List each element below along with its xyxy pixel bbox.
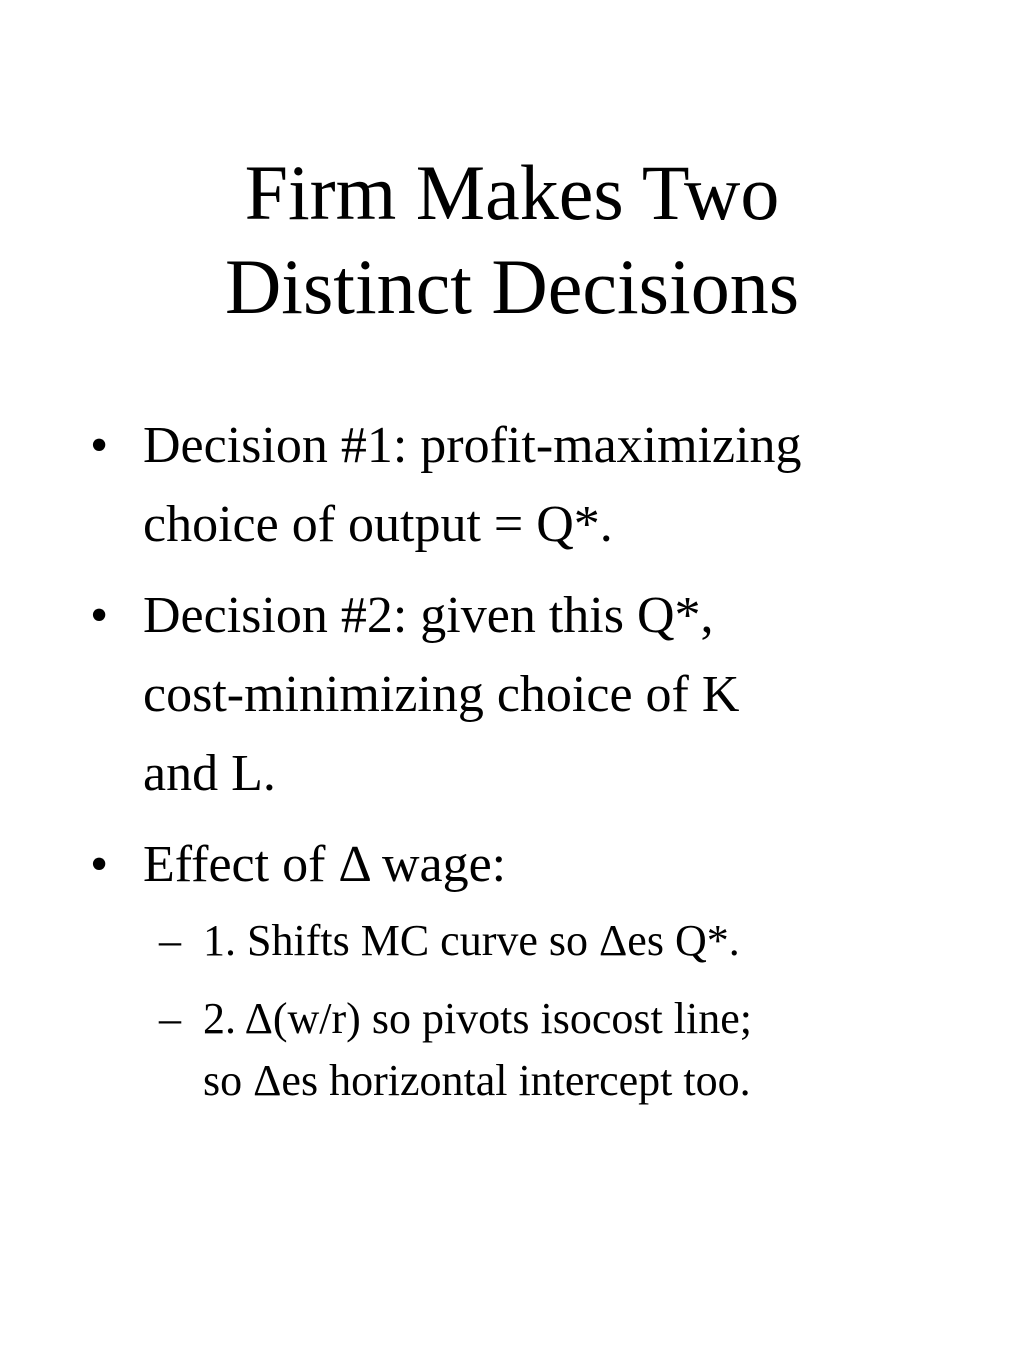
sub-bullet-marker: – [159,916,181,965]
title-line-2: Distinct Decisions [224,243,800,330]
bullet-text-line: Decision #1: profit-maximizing [143,417,802,474]
slide-title [0,146,1024,334]
bullet-item-effect-of-wage [0,825,1024,1112]
bullet-text-line: Effect of Δ wage: [143,836,507,893]
sub-bullet-text-line: 1. Shifts MC curve so Δes Q*. [203,916,740,965]
bullet-text-line: Decision #2: given this Q*, [143,587,714,644]
sub-bullet-text-line: 2. Δ(w/r) so pivots isocost line; [203,994,752,1043]
bullet-item-decision-1 [0,406,1024,564]
sub-bullet-marker: – [159,994,181,1043]
bullet-list [0,406,1024,1128]
bullet-item-decision-2 [0,576,1024,813]
bullet-marker: • [90,836,109,893]
bullet-text-line: cost-minimizing choice of K [143,666,740,723]
bullet-text-line: choice of output = Q*. [143,496,613,553]
sub-bullet-item-1 [143,910,964,972]
sub-bullet-item-2 [143,988,964,1112]
sub-bullet-text-line: so Δes horizontal intercept too. [203,1056,751,1105]
bullet-text-line: and L. [143,745,276,802]
title-line-1: Firm Makes Two [244,149,780,236]
sub-bullet-list [143,910,964,1112]
bullet-marker: • [90,417,109,474]
bullet-marker: • [90,587,109,644]
